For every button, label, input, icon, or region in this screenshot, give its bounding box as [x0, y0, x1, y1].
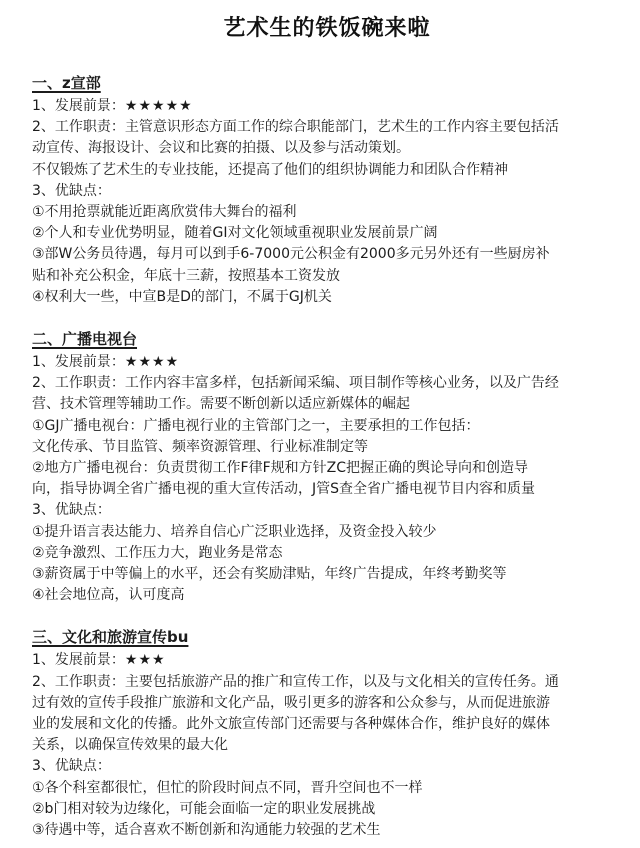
text-line: ②竞争激烈、工作压力大，跑业务是常态 [32, 544, 283, 561]
text-line: 过有效的宣传手段推广旅游和文化产品，吸引更多的游客和公众参与，从而促进旅游 [32, 694, 550, 711]
text-line: 业的发展和文化的传播。此外文旅宣传部门还需要与各种媒体合作，维护良好的媒体 [32, 716, 550, 733]
text-line: ④权利大一些，中宣B是D的部门，不属于GJ机关 [32, 288, 332, 305]
text-line: 向，指导协调全省广播电视的重大宣传活动，J管S查全省广播电视节目内容和质量 [32, 481, 536, 498]
section-broadcast-tv [32, 330, 622, 606]
section-heading: 三、文化和旅游宣传bu [32, 628, 189, 647]
section-culture-tourism [32, 628, 622, 841]
text-line: 贴和补充公积金，年底十三薪，按照基本工资发放 [32, 267, 340, 284]
text-line: 2、工作职责：工作内容丰富多样，包括新闻采编、项目制作等核心业务，以及广告经 [32, 375, 559, 392]
text-line: ①GJ广播电视台：广播电视行业的主管部门之一，主要承担的工作包括： [32, 417, 480, 434]
prospect-label: 1、发展前景： [32, 98, 125, 114]
star-rating: ★★★ [124, 652, 166, 669]
prospect-line [32, 650, 622, 671]
prospect-label: 1、发展前景： [32, 354, 125, 371]
text-line: 关系，以确保宣传效果的最大化 [32, 737, 228, 754]
text-line: ②个人和专业优势明显，随着GI对文化领域重视职业发展前景广阔 [32, 225, 438, 242]
prospect-line [32, 352, 622, 373]
text-line: 3、优缺点： [32, 502, 111, 519]
prospect-line [32, 96, 622, 117]
text-line: 营、技术管理等辅助工作。需要不断创新以适应新媒体的崛起 [32, 396, 410, 413]
text-line: ③待遇中等，适合喜欢不断创新和沟通能力较强的艺术生 [32, 822, 381, 839]
text-line: ④社会地位高，认可度高 [32, 587, 185, 604]
text-line: 不仅锻炼了艺术生的专业技能，还提高了他们的组织协调能力和团队合作精神 [32, 161, 508, 178]
text-line: ③部W公务员待遇，每月可以到手6-7000元公积金有2000多元另外还有一些厨房补 [32, 246, 550, 263]
section-propaganda-dept [32, 74, 622, 308]
section-heading: 二、广播电视台 [32, 330, 138, 349]
prospect-label: 1、发展前景： [32, 652, 125, 669]
text-line: 文化传承、节目监管、频率资源管理、行业标准制定等 [32, 438, 368, 455]
text-line: 3、优缺点： [32, 182, 111, 199]
text-line: ③薪资属于中等偏上的水平，还会有奖励津贴，年终广告提成，年终考勤奖等 [32, 566, 507, 583]
star-rating: ★★★★ [124, 354, 180, 371]
text-line: ②b门相对较为边缘化，可能会面临一定的职业发展挑战 [32, 800, 376, 817]
text-line: ①不用抢票就能近距离欣赏伟大舞台的福利 [32, 204, 297, 221]
text-line: ①各个科室都很忙，但忙的阶段时间点不同，晋升空间也不一样 [32, 779, 423, 796]
text-line: ①提升语言表达能力、培养自信心广泛职业选择，及资金投入较少 [32, 523, 437, 540]
section-heading: 一、z宣部 [32, 74, 101, 92]
text-line: 动宣传、海报设计、会议和比赛的拍摄、以及参与活动策划。 [32, 140, 410, 157]
text-line: 2、工作职责：主管意识形态方面工作的综合职能部门，艺术生的工作内容主要包括活 [32, 119, 559, 136]
text-line: ②地方广播电视台：负责贯彻工作F律F规和方针ZC把握正确的舆论导向和创造导 [32, 460, 529, 477]
text-line: 2、工作职责：主要包括旅游产品的推广和宣传工作，以及与文化相关的宣传任务。通 [32, 673, 559, 690]
star-rating: ★★★★★ [124, 98, 193, 114]
page-title: 艺术生的铁饭碗来啦 [223, 16, 431, 41]
text-line: 3、优缺点： [32, 758, 111, 775]
